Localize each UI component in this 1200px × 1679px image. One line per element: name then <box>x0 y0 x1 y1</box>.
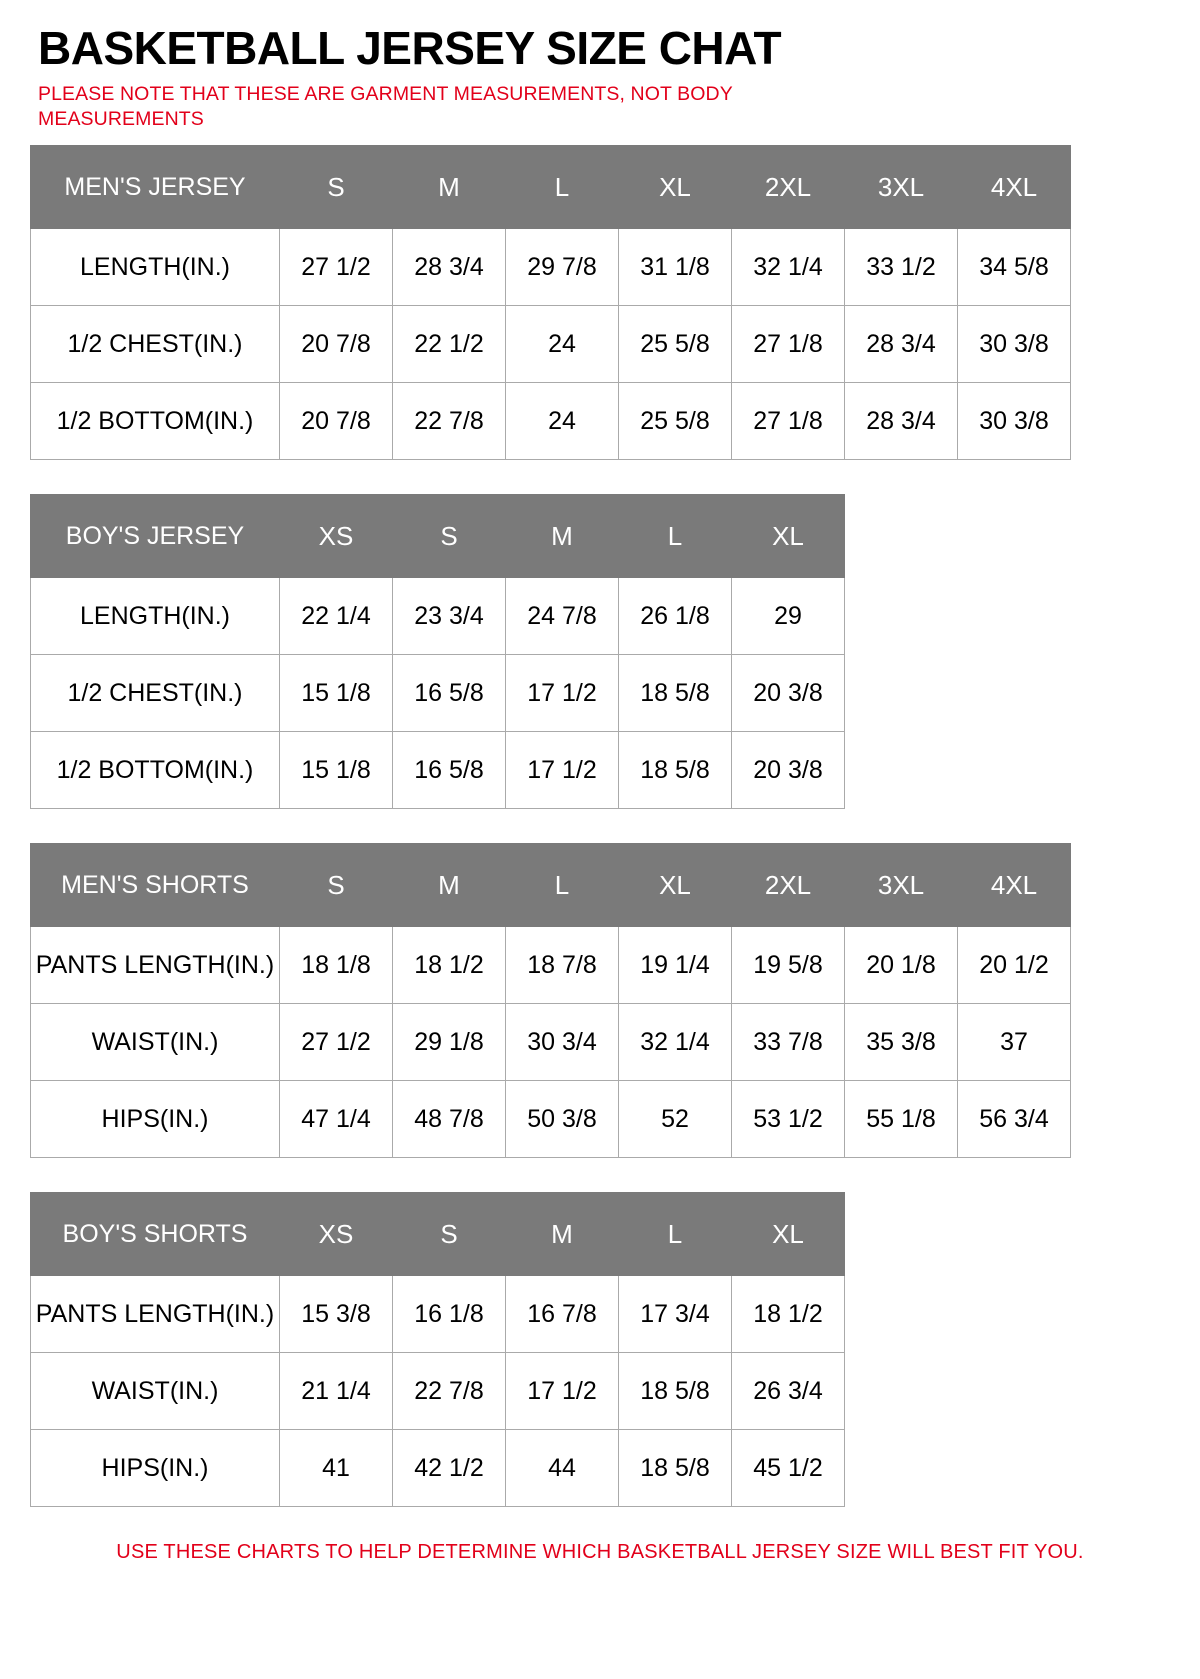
row-label: PANTS LENGTH(IN.) <box>31 1276 280 1353</box>
table-header-cell: L <box>506 146 619 229</box>
table-cell: 33 7/8 <box>732 1004 845 1081</box>
table-cell: 25 5/8 <box>619 383 732 460</box>
table-cell: 28 3/4 <box>845 306 958 383</box>
table-cell: 24 <box>506 306 619 383</box>
table-header-cell: 4XL <box>958 844 1071 927</box>
table-cell: 47 1/4 <box>280 1081 393 1158</box>
table-row <box>31 578 845 655</box>
table-header-row <box>31 146 1071 229</box>
table-cell: 30 3/8 <box>958 383 1071 460</box>
table-header-cell: L <box>619 495 732 578</box>
table-cell: 18 5/8 <box>619 732 732 809</box>
table-cell: 18 7/8 <box>506 927 619 1004</box>
table-cell: 15 3/8 <box>280 1276 393 1353</box>
table-header-cell: XL <box>619 844 732 927</box>
table-cell: 16 5/8 <box>393 655 506 732</box>
table-cell: 26 3/4 <box>732 1353 845 1430</box>
table-cell: 29 <box>732 578 845 655</box>
table-cell: 20 3/8 <box>732 655 845 732</box>
table-cell: 17 3/4 <box>619 1276 732 1353</box>
table-row <box>31 1276 845 1353</box>
table-cell: 20 3/8 <box>732 732 845 809</box>
boys-jersey-table <box>30 494 845 809</box>
table-header-row <box>31 1193 845 1276</box>
footer-note: USE THESE CHARTS TO HELP DETERMINE WHICH BASKETBALL JERSEY SIZE WILL BEST FIT YOU. <box>116 1541 1084 1564</box>
row-label: 1/2 CHEST(IN.) <box>31 306 280 383</box>
table-row <box>31 229 1071 306</box>
table-header-row <box>31 495 845 578</box>
measurement-note: PLEASE NOTE THAT THESE ARE GARMENT MEASUREMENTS, NOT BODY MEASUREMENTS <box>38 83 733 130</box>
table-cell: 52 <box>619 1081 732 1158</box>
row-label: HIPS(IN.) <box>31 1430 280 1507</box>
table-cell: 37 <box>958 1004 1071 1081</box>
table-header-cell: BOY'S JERSEY <box>31 495 280 578</box>
table-cell: 56 3/4 <box>958 1081 1071 1158</box>
row-label: WAIST(IN.) <box>31 1353 280 1430</box>
boys-shorts-table <box>30 1192 845 1507</box>
page-title: BASKETBALL JERSEY SIZE CHAT <box>38 22 782 74</box>
table-cell: 27 1/2 <box>280 229 393 306</box>
row-label: LENGTH(IN.) <box>31 229 280 306</box>
table-cell: 20 1/8 <box>845 927 958 1004</box>
row-label: PANTS LENGTH(IN.) <box>31 927 280 1004</box>
table-header-cell: S <box>393 495 506 578</box>
row-label: WAIST(IN.) <box>31 1004 280 1081</box>
table-header-cell: S <box>280 146 393 229</box>
table-cell: 28 3/4 <box>845 383 958 460</box>
table-cell: 18 1/2 <box>732 1276 845 1353</box>
table-header-cell: M <box>393 844 506 927</box>
table-row <box>31 1081 1071 1158</box>
table-header-cell: 2XL <box>732 844 845 927</box>
table-cell: 31 1/8 <box>619 229 732 306</box>
table-header-cell: XL <box>619 146 732 229</box>
table-row <box>31 1353 845 1430</box>
table-cell: 20 7/8 <box>280 306 393 383</box>
table-cell: 44 <box>506 1430 619 1507</box>
table-cell: 22 1/4 <box>280 578 393 655</box>
table-cell: 24 <box>506 383 619 460</box>
table-cell: 16 1/8 <box>393 1276 506 1353</box>
table-cell: 53 1/2 <box>732 1081 845 1158</box>
table-header-cell: BOY'S SHORTS <box>31 1193 280 1276</box>
row-label: LENGTH(IN.) <box>31 578 280 655</box>
table-header-cell: 2XL <box>732 146 845 229</box>
table-cell: 45 1/2 <box>732 1430 845 1507</box>
table-cell: 16 7/8 <box>506 1276 619 1353</box>
table-header-cell: M <box>506 1193 619 1276</box>
table-row <box>31 383 1071 460</box>
mens-jersey-table <box>30 145 1071 460</box>
table-cell: 17 1/2 <box>506 732 619 809</box>
table-cell: 48 7/8 <box>393 1081 506 1158</box>
table-cell: 55 1/8 <box>845 1081 958 1158</box>
table-header-cell: M <box>506 495 619 578</box>
table-row <box>31 732 845 809</box>
table-header-cell: L <box>506 844 619 927</box>
table-cell: 18 5/8 <box>619 1353 732 1430</box>
table-header-cell: MEN'S JERSEY <box>31 146 280 229</box>
table-header-cell: M <box>393 146 506 229</box>
table-cell: 27 1/8 <box>732 383 845 460</box>
row-label: 1/2 BOTTOM(IN.) <box>31 383 280 460</box>
table-header-cell: XS <box>280 1193 393 1276</box>
table-cell: 17 1/2 <box>506 1353 619 1430</box>
table-cell: 33 1/2 <box>845 229 958 306</box>
table-cell: 27 1/2 <box>280 1004 393 1081</box>
table-header-row <box>31 844 1071 927</box>
table-cell: 26 1/8 <box>619 578 732 655</box>
table-cell: 19 5/8 <box>732 927 845 1004</box>
table-cell: 15 1/8 <box>280 732 393 809</box>
table-cell: 34 5/8 <box>958 229 1071 306</box>
table-cell: 18 5/8 <box>619 1430 732 1507</box>
table-cell: 18 1/8 <box>280 927 393 1004</box>
table-cell: 30 3/8 <box>958 306 1071 383</box>
table-cell: 23 3/4 <box>393 578 506 655</box>
table-cell: 15 1/8 <box>280 655 393 732</box>
table-cell: 21 1/4 <box>280 1353 393 1430</box>
table-cell: 24 7/8 <box>506 578 619 655</box>
table-header-cell: 3XL <box>845 146 958 229</box>
table-cell: 20 7/8 <box>280 383 393 460</box>
row-label: 1/2 CHEST(IN.) <box>31 655 280 732</box>
table-row <box>31 1430 845 1507</box>
table-cell: 18 1/2 <box>393 927 506 1004</box>
table-cell: 22 7/8 <box>393 1353 506 1430</box>
table-cell: 42 1/2 <box>393 1430 506 1507</box>
table-cell: 29 1/8 <box>393 1004 506 1081</box>
table-cell: 28 3/4 <box>393 229 506 306</box>
table-cell: 18 5/8 <box>619 655 732 732</box>
table-row <box>31 1004 1071 1081</box>
table-cell: 19 1/4 <box>619 927 732 1004</box>
table-row <box>31 927 1071 1004</box>
table-cell: 16 5/8 <box>393 732 506 809</box>
table-cell: 25 5/8 <box>619 306 732 383</box>
table-cell: 20 1/2 <box>958 927 1071 1004</box>
table-cell: 27 1/8 <box>732 306 845 383</box>
table-cell: 17 1/2 <box>506 655 619 732</box>
table-row <box>31 655 845 732</box>
table-header-cell: S <box>393 1193 506 1276</box>
table-cell: 22 1/2 <box>393 306 506 383</box>
table-header-cell: 3XL <box>845 844 958 927</box>
table-header-cell: MEN'S SHORTS <box>31 844 280 927</box>
row-label: 1/2 BOTTOM(IN.) <box>31 732 280 809</box>
table-cell: 32 1/4 <box>619 1004 732 1081</box>
table-header-cell: S <box>280 844 393 927</box>
table-header-cell: XS <box>280 495 393 578</box>
table-cell: 29 7/8 <box>506 229 619 306</box>
table-header-cell: 4XL <box>958 146 1071 229</box>
table-row <box>31 306 1071 383</box>
table-header-cell: L <box>619 1193 732 1276</box>
row-label: HIPS(IN.) <box>31 1081 280 1158</box>
table-cell: 32 1/4 <box>732 229 845 306</box>
table-cell: 50 3/8 <box>506 1081 619 1158</box>
table-header-cell: XL <box>732 495 845 578</box>
table-cell: 22 7/8 <box>393 383 506 460</box>
table-cell: 30 3/4 <box>506 1004 619 1081</box>
table-cell: 35 3/8 <box>845 1004 958 1081</box>
mens-shorts-table <box>30 843 1071 1158</box>
table-header-cell: XL <box>732 1193 845 1276</box>
table-cell: 41 <box>280 1430 393 1507</box>
